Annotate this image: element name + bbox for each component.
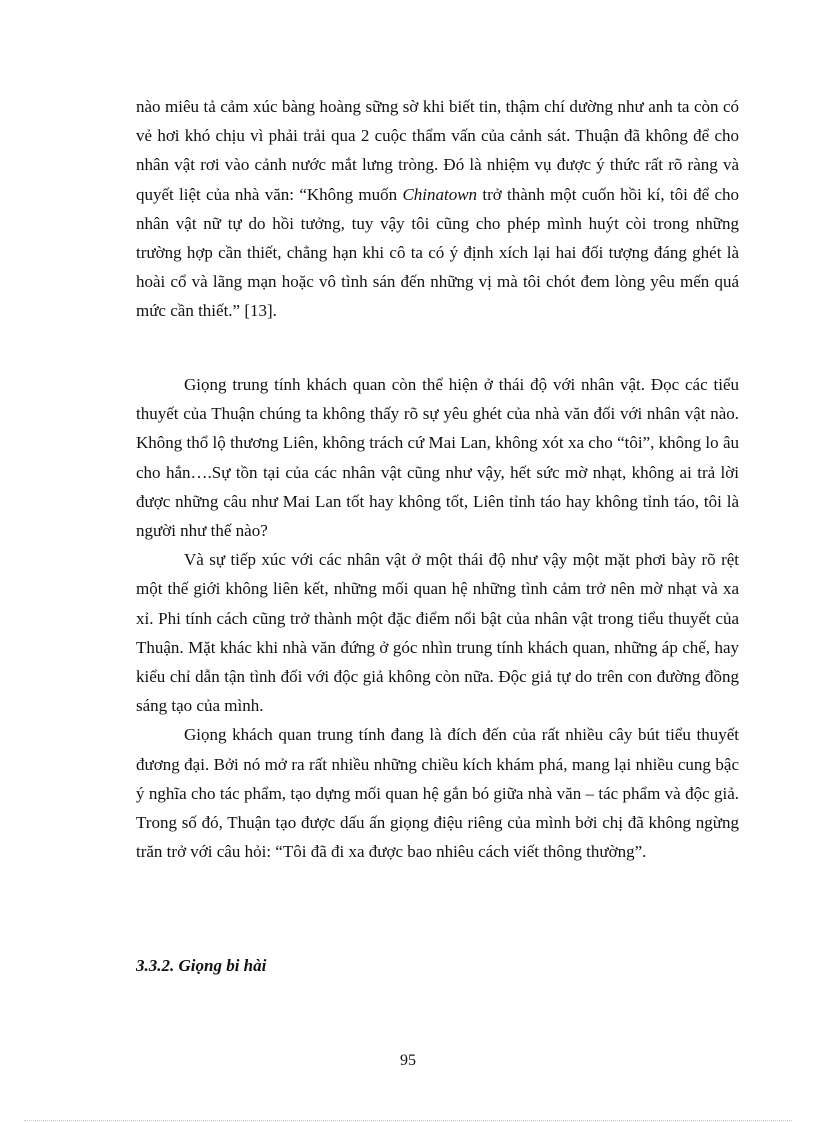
page-number: 95 (400, 1052, 416, 1069)
section-heading: 3.3.2. Giọng bi hài (136, 956, 267, 975)
paragraph: Giọng trung tính khách quan còn thể hiện ở thái độ với nhân vật. Đọc các tiểu thuyết của Thuận chúng ta không thấy rõ sự yêu ghét của nhà văn đối với nhân vật nào. Không thổ lộ thương Liên, không trách cứ Mai Lan, không xót xa cho “tôi”, không lo âu cho hắn….Sự tồn tại của các nhân vật cũng như vậy, hết sức mờ nhạt, không ai trả lời được những câu như Mai Lan tốt hay không tốt, Liên tỉnh táo hay không tỉnh táo, tôi là người như thế nào? (136, 375, 739, 541)
paragraph-text-after: trở thành một cuốn hồi kí, tôi để cho nhân vật nữ tự do hồi tưởng, tuy vậy tôi cũng cho phép mình huýt còi trong những trường hợp cần thiết, chẳng hạn khi cô ta có ý định xích lại hai đối tượng đáng ghét là hoài cổ và lãng mạn hoặc vô tình sán đến những vị mà tôi chót đem lòng yêu mến quá mức cần thiết.” [13]. (136, 184, 739, 321)
body-text-top (136, 92, 739, 326)
page-bottom-divider (24, 1120, 792, 1121)
paragraph: Và sự tiếp xúc với các nhân vật ở một thái độ như vậy một mặt phơi bày rõ rệt một thế giới không liên kết, những mối quan hệ những tình cảm trở nên mờ nhạt và xa xỉ. Phi tính cách cũng trở thành một đặc điểm nổi bật của nhân vật trong tiểu thuyết của Thuận. Mặt khác khi nhà văn đứng ở góc nhìn trung tính khách quan, những áp chế, hay kiểu chỉ dẫn tận tình đối với độc giả không còn nữa. Độc giả tự do trên con đường đồng sáng tạo của mình. (136, 550, 739, 716)
paragraph-continuation (136, 92, 739, 326)
paragraph-text-before: nào miêu tả cảm xúc bàng hoàng sững sờ khi biết tin, thậm chí dường như anh ta còn có vẻ hơi khó chịu vì phải trải qua 2 cuộc thẩm vấn của cảnh sát. Thuận đã không để cho nhân vật rơi vào cảnh nước mắt lưng tròng. Đó là nhiệm vụ được ý thức rất rõ ràng và quyết liệt của nhà văn: “Không muốn (136, 97, 739, 204)
paragraph: Giọng khách quan trung tính đang là đích đến của rất nhiều cây bút tiểu thuyết đương đại. Bởi nó mở ra rất nhiều những chiều kích khám phá, mang lại nhiều cung bậc ý nghĩa cho tác phẩm, tạo dựng mối quan hệ gắn bó giữa nhà văn – tác phẩm và độc giả. Trong số đó, Thuận tạo được dấu ấn giọng điệu riêng của mình bởi chị đã không ngừng trăn trở với câu hỏi: “Tôi đã đi xa được bao nhiêu cách viết thông thường”. (136, 725, 739, 862)
body-text-main (136, 370, 739, 866)
book-title-italic: Chinatown (402, 184, 478, 204)
